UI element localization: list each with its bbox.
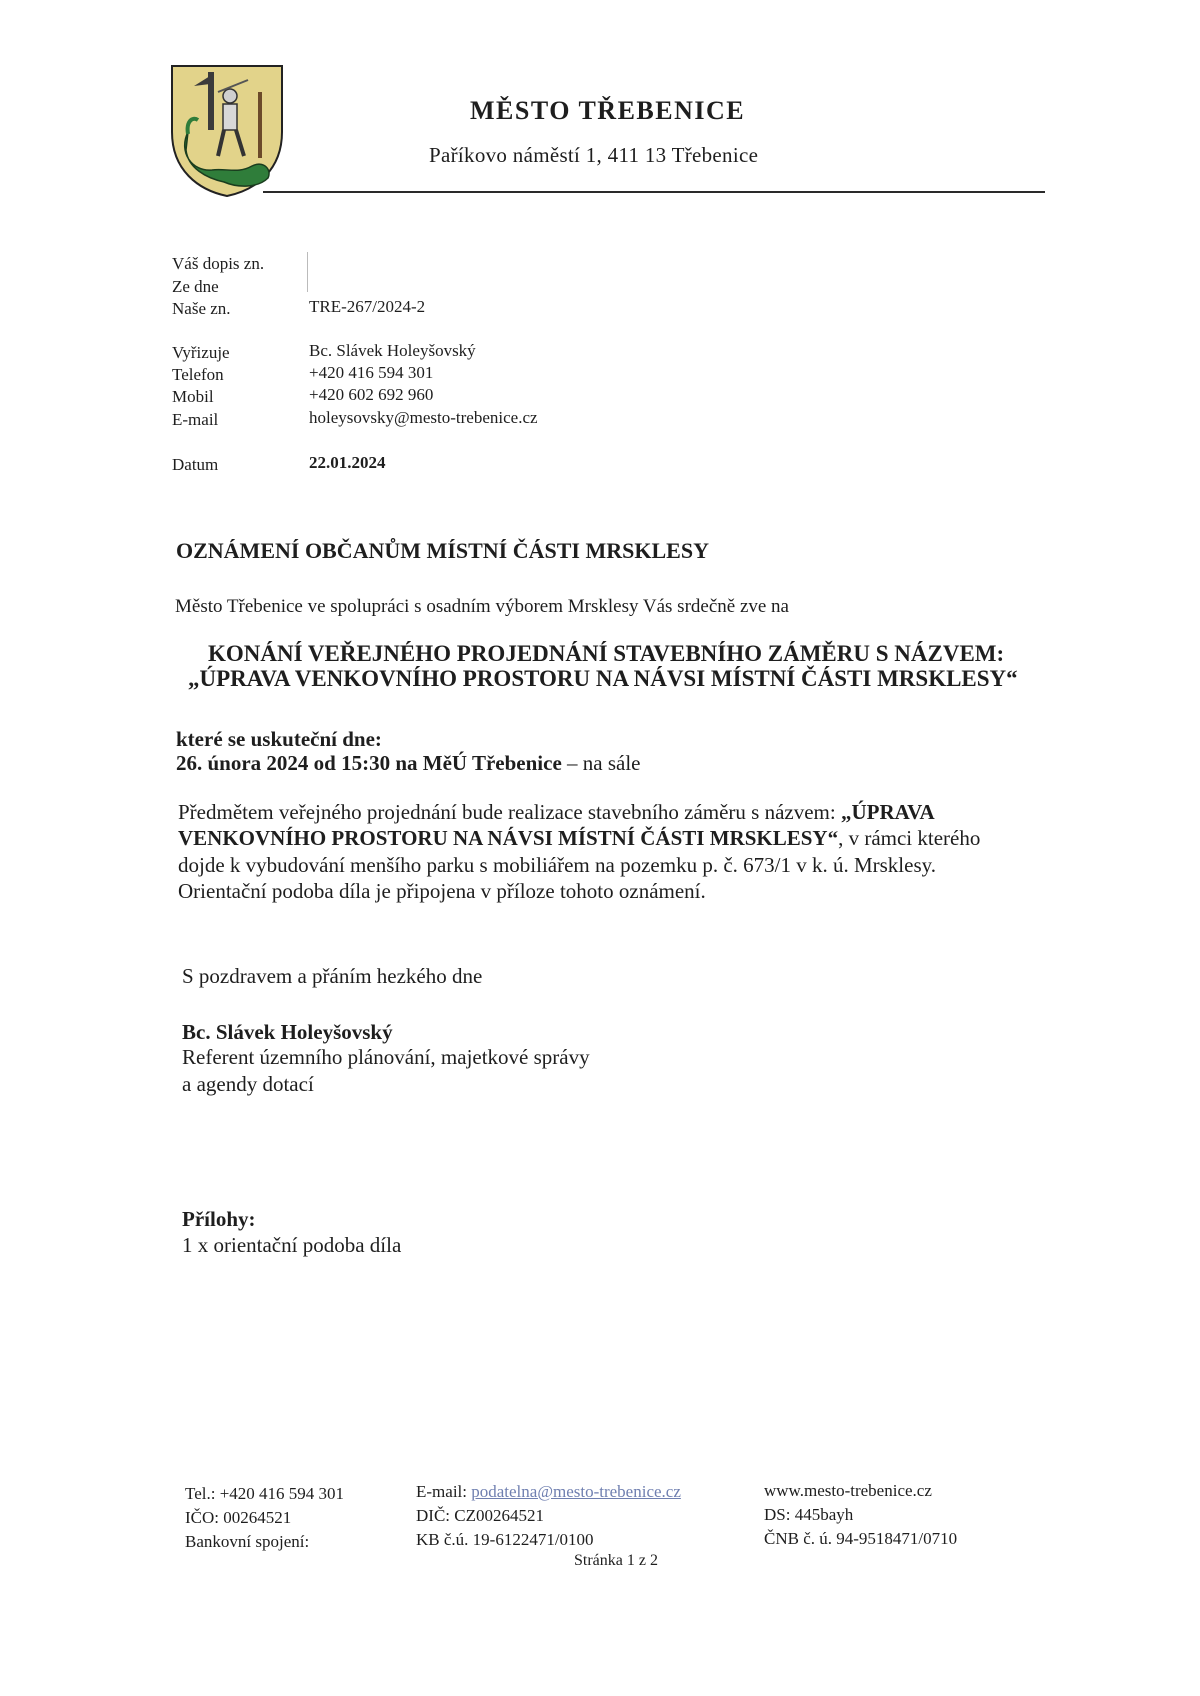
date-label: Datum [172, 455, 219, 474]
body-line-1: Předmětem veřejného projednání bude realizace stavebního záměru s názvem: „ÚPRAVA [178, 800, 935, 824]
footer-web[interactable]: www.mesto-trebenice.cz [764, 1481, 932, 1500]
email-label: E-mail [172, 410, 219, 429]
your-ref-label: Váš dopis zn. [172, 254, 265, 273]
event-title-line2: „ÚPRAVA VENKOVNÍHO PROSTORU NA NÁVSI MÍSTNÍ ČÁSTI MRSKLESY“ [188, 666, 1018, 691]
signatory-role-1: Referent územního plánování, majetkové správy [182, 1045, 590, 1069]
footer-cnb: ČNB č. ú. 94-9518471/0710 [764, 1529, 958, 1548]
footer-tel: Tel.: +420 416 594 301 [185, 1484, 345, 1503]
event-when-label: které se uskuteční dne: [176, 727, 382, 751]
footer-email: E-mail: podatelna@mesto-trebenice.cz [416, 1482, 681, 1501]
email-value: holeysovsky@mesto-trebenice.cz [309, 408, 538, 427]
body-line-3: dojde k vybudování menšího parku s mobiliářem na pozemku p. č. 673/1 v k. ú. Mrsklesy. [178, 853, 937, 877]
date-value: 22.01.2024 [309, 453, 386, 472]
event-place: – na sále [561, 751, 641, 775]
footer-bank: Bankovní spojení: [185, 1532, 310, 1551]
mobile-label: Mobil [172, 387, 214, 406]
phone-value: +420 416 594 301 [309, 363, 434, 382]
meta-divider [307, 252, 308, 292]
signatory-name: Bc. Slávek Holeyšovský [182, 1020, 393, 1044]
footer-dic: DIČ: CZ00264521 [416, 1506, 544, 1525]
our-ref-value: TRE-267/2024-2 [309, 297, 426, 316]
handled-by-label: Vyřizuje [172, 343, 230, 362]
greeting: S pozdravem a přáním hezkého dne [182, 964, 483, 988]
footer-kb: KB č.ú. 19-6122471/0100 [416, 1530, 594, 1549]
event-when [176, 751, 641, 776]
city-address: Paříkovo náměstí 1, 411 13 Třebenice [429, 143, 759, 167]
body-line-2: VENKOVNÍHO PROSTORU NA NÁVSI MÍSTNÍ ČÁSTI MRSKLESY“, v rámci kterého [178, 826, 981, 850]
footer-ico: IČO: 00264521 [185, 1508, 292, 1527]
attachment-item: 1 x orientační podoba díla [182, 1233, 402, 1257]
from-date-label: Ze dne [172, 277, 219, 296]
signatory-role-2: a agendy dotací [182, 1072, 314, 1096]
our-ref-label: Naše zn. [172, 299, 231, 318]
page-number: Stránka 1 z 2 [574, 1552, 658, 1569]
header-rule [263, 191, 1045, 193]
body-line-4: Orientační podoba díla je připojena v příloze tohoto oznámení. [178, 879, 706, 903]
phone-label: Telefon [172, 365, 224, 384]
footer-ds: DS: 445bayh [764, 1505, 854, 1524]
handled-by-value: Bc. Slávek Holeyšovský [309, 341, 476, 360]
footer-email-link[interactable]: podatelna@mesto-trebenice.cz [471, 1482, 681, 1501]
event-when-value: 26. února 2024 od 15:30 na MěÚ Třebenice [176, 751, 562, 775]
event-title-line1: KONÁNÍ VEŘEJNÉHO PROJEDNÁNÍ STAVEBNÍHO ZÁMĚRU S NÁZVEM: [208, 641, 1005, 666]
notice-lead: Město Třebenice ve spolupráci s osadním výborem Mrsklesy Vás srdečně zve na [175, 596, 789, 617]
notice-heading: OZNÁMENÍ OBČANŮM MÍSTNÍ ČÁSTI MRSKLESY [176, 538, 709, 563]
city-title: MĚSTO TŘEBENICE [470, 96, 746, 125]
mobile-value: +420 602 692 960 [309, 385, 434, 404]
attachments-label: Přílohy: [182, 1207, 256, 1231]
city-crest-logo [168, 62, 286, 200]
